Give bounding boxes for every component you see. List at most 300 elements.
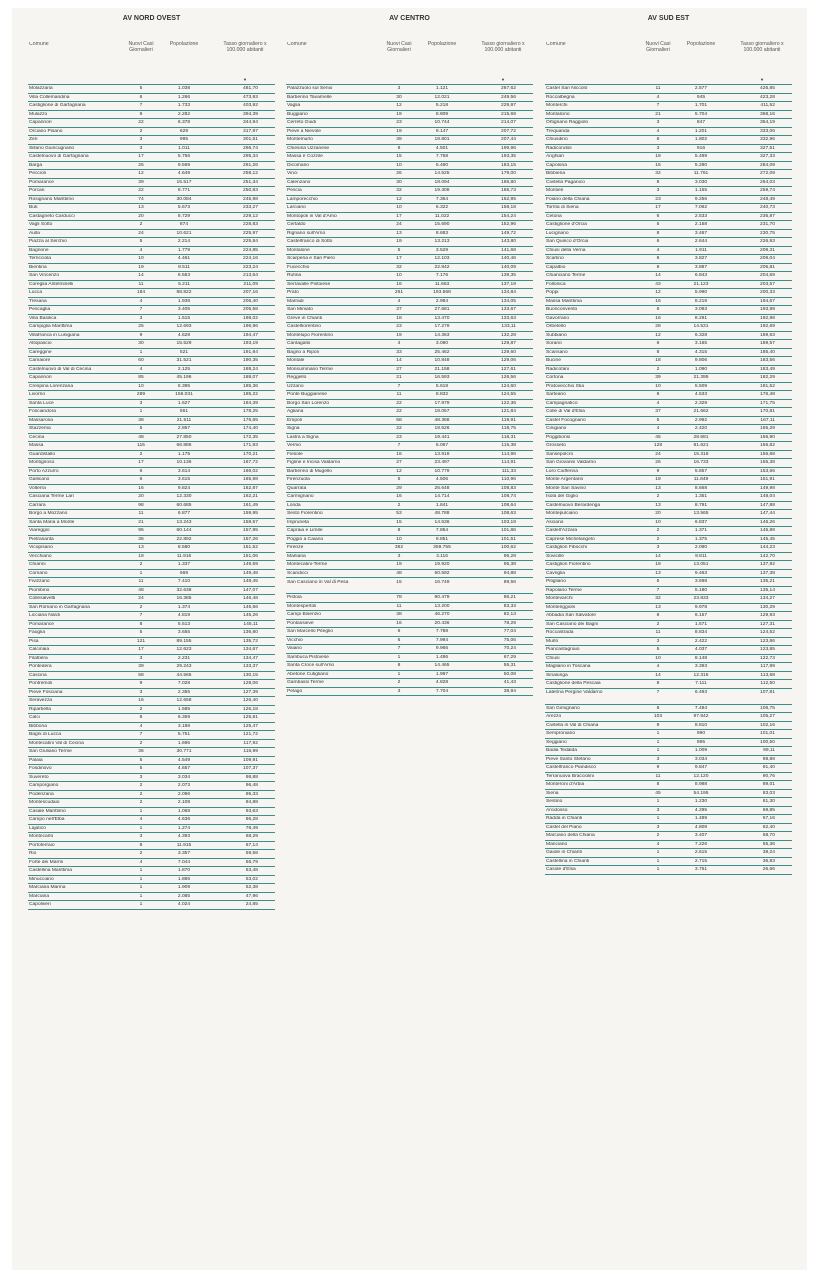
cell-tasso: 106,75 (760, 705, 775, 711)
cell-nuovi-casi: 23 (396, 434, 402, 440)
cell-nuovi-casi: 36 (138, 749, 144, 755)
cell-popolazione: 1.515 (177, 315, 191, 321)
cell-comune: Murlo (546, 638, 559, 644)
cell-comune: San Vincenzo (29, 273, 60, 279)
cell-popolazione: 10.621 (176, 230, 192, 236)
cell-tasso: 199,96 (501, 145, 516, 151)
cell-tasso: 149,98 (760, 485, 775, 491)
cell-popolazione: 8.219 (694, 298, 708, 304)
cell-popolazione: 6.322 (435, 205, 449, 211)
cell-comune: Siena (546, 790, 559, 796)
cell-popolazione: 5.211 (178, 281, 190, 287)
table-row (28, 408, 275, 417)
cell-nuovi-casi: 20 (138, 213, 144, 219)
cell-nuovi-casi: 12 (138, 171, 144, 177)
table-row (545, 612, 792, 621)
table-row (28, 264, 275, 273)
cell-popolazione: 9.256 (694, 196, 708, 202)
cell-nuovi-casi: 13 (138, 545, 144, 551)
cell-nuovi-casi: 10 (138, 383, 144, 389)
cell-comune: Lucignano (546, 230, 569, 236)
table-row (545, 510, 792, 519)
table-row (286, 323, 533, 332)
cell-tasso: 123,85 (760, 647, 775, 653)
table-row (545, 247, 792, 256)
table-row (545, 111, 792, 120)
cell-popolazione: 2.214 (177, 239, 191, 245)
cell-popolazione: 13.243 (176, 519, 192, 525)
cell-tasso: 181,52 (760, 383, 775, 389)
cell-popolazione: 3.529 (435, 247, 449, 253)
cell-nuovi-casi: 37 (396, 307, 402, 313)
cell-comune: Palaia (29, 757, 43, 763)
cell-comune: Montecatini Val di Cecina (29, 740, 84, 746)
panel-title: AV SUD EST (647, 15, 690, 22)
cell-nuovi-casi: 16 (396, 494, 402, 500)
cell-popolazione: 13.918 (434, 451, 450, 457)
cell-popolazione: 7.364 (435, 196, 449, 202)
header-tasso[interactable]: Tasso giornaliero x 100.000 abitanti (223, 41, 267, 53)
cell-comune: Sinalunga (546, 672, 568, 678)
cell-nuovi-casi: 22 (138, 120, 144, 126)
cell-nuovi-casi: 48 (396, 570, 402, 576)
cell-nuovi-casi: 21 (396, 375, 402, 381)
cell-comune: Cinigiano (546, 426, 567, 432)
table-row (28, 340, 275, 349)
cell-popolazione: 5.460 (435, 162, 449, 168)
cell-comune: Piombino (29, 587, 50, 593)
header-comune[interactable]: Comune (29, 42, 49, 47)
cell-tasso: 284,09 (760, 162, 775, 168)
cell-nuovi-casi: 115 (137, 443, 145, 449)
cell-comune: Castelfranco di Sotto (287, 239, 333, 245)
table-row (286, 408, 533, 417)
cell-tasso: 90,76 (762, 773, 775, 779)
cell-nuovi-casi: 32 (655, 171, 661, 177)
cell-nuovi-casi: 17 (138, 154, 144, 160)
cell-comune: Pescaglia (29, 307, 51, 313)
table-row (286, 349, 533, 358)
table-row (286, 468, 533, 477)
cell-nuovi-casi: 5 (139, 426, 143, 432)
cell-comune: Pelago (287, 688, 303, 694)
cell-comune: Lucca (29, 290, 43, 296)
cell-comune: Massa e Cozzile (287, 154, 323, 160)
cell-nuovi-casi: 39 (396, 137, 402, 143)
cell-nuovi-casi: 3 (397, 553, 401, 559)
cell-nuovi-casi: 2 (656, 366, 660, 372)
table-row (28, 867, 275, 876)
cell-popolazione: 2.108 (177, 800, 191, 806)
cell-popolazione: 847 (696, 120, 706, 126)
cell-comune: Calci (29, 715, 40, 721)
cell-popolazione: 6.157 (694, 613, 708, 619)
cell-tasso: 108,74 (501, 494, 516, 500)
table-row (28, 570, 275, 579)
cell-popolazione: 8.832 (435, 392, 449, 398)
cell-nuovi-casi: 39 (655, 375, 661, 381)
cell-comune: Montecatini-Terme (287, 562, 328, 568)
cell-popolazione: 1.701 (694, 103, 708, 109)
cell-tasso: 193,99 (760, 307, 775, 313)
table-row (545, 544, 792, 553)
cell-tasso: 159,95 (243, 511, 258, 517)
cell-nuovi-casi: 5 (656, 417, 660, 423)
table-row (545, 621, 792, 630)
cell-tasso: 114,96 (501, 451, 516, 457)
cell-comune: Casale Marittimo (29, 808, 66, 814)
table-row (28, 272, 275, 281)
cell-nuovi-casi: 22 (396, 409, 402, 415)
cell-tasso: 142,70 (760, 553, 775, 559)
cell-popolazione: 3.827 (694, 256, 708, 262)
table-row (545, 773, 792, 782)
cell-comune: Camaiore (29, 358, 51, 364)
cell-comune: Sillano Giuncugnano (29, 145, 75, 151)
cell-nuovi-casi: 16 (396, 620, 402, 626)
cell-nuovi-casi: 48 (138, 434, 144, 440)
table-row (545, 764, 792, 773)
cell-comune: Camporgiano (29, 783, 59, 789)
cell-nuovi-casi: 14 (655, 672, 661, 678)
cell-tasso: 225,84 (243, 239, 258, 245)
cell-popolazione: 8.988 (694, 782, 708, 788)
table-row (28, 230, 275, 239)
table-row (28, 298, 275, 307)
table-row (545, 739, 792, 748)
cell-comune: Pisa (29, 638, 39, 644)
cell-popolazione: 5.395 (177, 383, 191, 389)
cell-nuovi-casi: 95 (138, 528, 144, 534)
table-row (286, 400, 533, 409)
table-row (286, 238, 533, 247)
cell-comune: Villa Basilica (29, 315, 57, 321)
cell-popolazione: 15.318 (693, 451, 709, 457)
cell-comune: Rufina (287, 273, 302, 279)
cell-popolazione: 26.648 (434, 485, 450, 491)
cell-popolazione: 9.811 (695, 553, 707, 559)
table-row (545, 519, 792, 528)
table-row (28, 791, 275, 800)
cell-tasso: 137,38 (760, 570, 775, 576)
table-row (28, 102, 275, 111)
table-row (28, 196, 275, 205)
cell-tasso: 223,24 (243, 264, 258, 270)
cell-tasso: 151,52 (243, 545, 258, 551)
header-nuovi-casi[interactable]: Nuovi Casi Giornalieri (128, 41, 154, 53)
cell-popolazione: 1.374 (177, 604, 191, 610)
table-row (545, 162, 792, 171)
cell-comune: Aulla (29, 230, 40, 236)
cell-tasso: 162,87 (243, 485, 258, 491)
cell-tasso: 198,02 (243, 315, 258, 321)
table-row (286, 281, 533, 290)
cell-popolazione: 9.978 (694, 604, 708, 610)
cell-nuovi-casi: 11 (396, 392, 402, 398)
header-tasso[interactable]: Tasso giornaliero x 100.000 abitanti (481, 41, 525, 53)
sort-desc-icon[interactable]: ▼ (760, 77, 764, 82)
table-row (286, 111, 533, 120)
cell-popolazione: 669 (179, 570, 189, 576)
cell-nuovi-casi: 4 (139, 723, 143, 729)
cell-tasso: 240,73 (760, 205, 775, 211)
cell-comune: Scarlino (546, 256, 564, 262)
table-row (28, 646, 275, 655)
cell-comune: Cerreto Guidi (287, 120, 317, 126)
cell-nuovi-casi: 8 (397, 663, 401, 669)
cell-nuovi-casi: 9 (139, 681, 143, 687)
cell-popolazione: 54.195 (693, 790, 709, 796)
cell-nuovi-casi: 5 (397, 477, 401, 483)
cell-popolazione: 6.877 (177, 511, 191, 517)
cell-nuovi-casi: 1 (139, 349, 143, 355)
cell-popolazione: 4.828 (435, 680, 449, 686)
table-row (28, 714, 275, 723)
cell-nuovi-casi: 39 (138, 664, 144, 670)
table-row (286, 85, 533, 94)
table-row (545, 145, 792, 154)
table-row (28, 689, 275, 698)
cell-tasso: 135,72 (243, 638, 258, 644)
table-header (286, 42, 533, 84)
table-row (286, 679, 533, 688)
cell-tasso: 119,91 (501, 417, 516, 423)
cell-nuovi-casi: 8 (656, 264, 660, 270)
cell-popolazione: 6.493 (694, 690, 708, 695)
cell-nuovi-casi: 11 (138, 511, 144, 517)
table-row (28, 510, 275, 519)
cell-nuovi-casi: 16 (655, 315, 661, 321)
cell-nuovi-casi: 4 (656, 664, 660, 670)
cell-popolazione: 6.837 (694, 519, 708, 525)
cell-comune: Pistoia (287, 595, 302, 601)
cell-nuovi-casi: 3 (656, 545, 660, 551)
sort-desc-icon[interactable]: ▼ (501, 77, 505, 82)
cell-tasso: 56,79 (245, 859, 258, 865)
header-comune[interactable]: Comune (546, 42, 566, 47)
table-row (286, 340, 533, 349)
header-nuovi-casi[interactable]: Nuovi Casi Giornalieri (645, 41, 671, 53)
cell-comune: Rignano sull'Arno (287, 230, 326, 236)
cell-tasso: 165,98 (243, 477, 258, 483)
cell-nuovi-casi: 1 (139, 570, 143, 576)
cell-tasso: 91,40 (762, 765, 775, 771)
cell-popolazione: 3.116 (436, 553, 448, 559)
table-row (545, 366, 792, 375)
cell-nuovi-casi: 15 (396, 579, 402, 585)
cell-comune: Portoferraio (29, 842, 55, 848)
table-row (28, 527, 275, 536)
cell-tasso: 158,57 (243, 519, 258, 525)
cell-tasso: 174,40 (243, 426, 258, 432)
cell-nuovi-casi: 1 (139, 409, 143, 415)
cell-tasso: 162,21 (243, 494, 258, 500)
cell-tasso: 327,33 (760, 154, 775, 160)
cell-nuovi-casi: 30 (396, 94, 402, 100)
cell-popolazione: 2.080 (694, 545, 708, 551)
cell-nuovi-casi: 2 (656, 833, 660, 839)
cell-nuovi-casi: 9 (656, 468, 660, 474)
cell-popolazione: 14.525 (434, 171, 450, 177)
table-row (286, 366, 533, 375)
report-background (12, 8, 807, 1270)
table-row (28, 578, 275, 587)
cell-comune: Massarosa (29, 417, 53, 423)
cell-tasso: 93,63 (245, 808, 258, 814)
cell-nuovi-casi: 1 (139, 885, 143, 891)
cell-nuovi-casi: 6 (139, 468, 143, 474)
table-row (286, 493, 533, 502)
cell-tasso: 193,19 (243, 341, 258, 347)
cell-nuovi-casi: 1 (656, 731, 660, 737)
cell-popolazione: 2.533 (694, 213, 708, 219)
table-row (28, 162, 275, 171)
cell-tasso: 166,02 (243, 468, 258, 474)
cell-nuovi-casi: 10 (655, 519, 661, 525)
header-comune[interactable]: Comune (287, 42, 307, 47)
table-row (545, 221, 792, 230)
table-row (28, 629, 275, 638)
cell-comune: San Casciano in Val di Pesa (287, 579, 349, 585)
table-row (28, 213, 275, 222)
sort-desc-icon[interactable]: ▼ (243, 77, 247, 82)
cell-tasso: 117,89 (760, 664, 775, 670)
header-nuovi-casi[interactable]: Nuovi Casi Giornalieri (386, 41, 412, 53)
cell-nuovi-casi: 4 (656, 247, 660, 253)
cell-comune: Buti (29, 205, 38, 211)
cell-tasso: 147,44 (760, 511, 775, 517)
cell-comune: Pomarance (29, 179, 55, 185)
cell-comune: Scarperia e San Piero (287, 256, 335, 262)
table-row (28, 740, 275, 749)
cell-popolazione: 29.243 (176, 664, 192, 670)
cell-popolazione: 3.467 (694, 230, 708, 236)
cell-nuovi-casi: 7 (397, 383, 401, 389)
table-row (286, 204, 533, 213)
table-row (28, 459, 275, 468)
cell-tasso: 191,94 (243, 349, 258, 355)
table-row (545, 815, 792, 824)
header-tasso[interactable]: Tasso giornaliero x 100.000 abitanti (740, 41, 784, 53)
cell-comune: Campo nell'Elba (29, 817, 65, 823)
cell-popolazione: 14.363 (434, 332, 450, 338)
cell-comune: Roccalbegna (546, 94, 575, 100)
cell-nuovi-casi: 14 (396, 358, 402, 364)
cell-popolazione: 1.997 (435, 671, 449, 677)
cell-comune: Foiano della Chiana (546, 196, 590, 202)
cell-comune: Arcidosso (546, 807, 568, 813)
cell-tasso: 133,37 (243, 664, 258, 670)
table-row (286, 603, 533, 612)
cell-popolazione: 19.920 (434, 562, 450, 568)
cell-nuovi-casi: 18 (396, 315, 402, 321)
cell-popolazione: 9.569 (177, 162, 191, 168)
cell-nuovi-casi: 2 (139, 451, 143, 457)
cell-tasso: 96,28 (503, 553, 516, 559)
cell-popolazione: 5.513 (177, 621, 191, 627)
table-row (545, 476, 792, 485)
table-row (286, 230, 533, 239)
cell-tasso: 126,18 (243, 706, 258, 712)
cell-nuovi-casi: 3 (139, 145, 143, 151)
cell-tasso: 99,11 (763, 748, 775, 754)
table-row (545, 493, 792, 502)
cell-comune: Pratovecchio Stia (546, 383, 585, 389)
cell-nuovi-casi: 13 (655, 485, 661, 491)
table-row (28, 400, 275, 409)
cell-comune: Fosciandora (29, 409, 56, 415)
cell-nuovi-casi: 1 (656, 867, 660, 873)
cell-nuovi-casi: 29 (396, 485, 402, 491)
cell-nuovi-casi: 4 (656, 841, 660, 847)
cell-tasso: 82,13 (503, 612, 516, 618)
cell-popolazione: 521 (179, 349, 189, 355)
cell-nuovi-casi: 4 (139, 817, 143, 823)
cell-tasso: 161,49 (243, 502, 258, 508)
cell-tasso: 94,88 (503, 570, 516, 576)
cell-nuovi-casi: 13 (655, 604, 661, 610)
cell-comune: Pontassieve (287, 620, 314, 626)
cell-nuovi-casi: 5 (656, 222, 660, 228)
cell-nuovi-casi: 11 (655, 630, 661, 636)
table-row (28, 476, 275, 485)
header-popolazione[interactable]: Popolazione (427, 41, 457, 47)
cell-nuovi-casi: 26 (655, 460, 661, 466)
cell-tasso: 114,91 (501, 460, 516, 466)
cell-comune: Fosdinovo (29, 766, 52, 772)
table-row (286, 298, 533, 307)
cell-comune: Villa Collemandina (29, 94, 70, 100)
cell-tasso: 98,88 (762, 756, 775, 762)
cell-comune: Montale (287, 358, 305, 364)
cell-comune: Pomarance (29, 621, 55, 627)
cell-popolazione: 1.870 (177, 868, 191, 874)
cell-popolazione: 2.329 (694, 400, 708, 406)
table-row (545, 747, 792, 756)
cell-nuovi-casi: 45 (655, 434, 661, 440)
cell-tasso: 152,96 (501, 222, 516, 228)
cell-nuovi-casi: 3 (656, 824, 660, 830)
header-popolazione[interactable]: Popolazione (169, 41, 199, 47)
cell-comune: Pietrasanta (29, 536, 54, 542)
cell-nuovi-casi: 3 (656, 120, 660, 126)
cell-tasso: 167,72 (243, 460, 258, 466)
cell-nuovi-casi: 4 (139, 366, 143, 372)
cell-tasso: 129,93 (760, 613, 775, 619)
cell-comune: Borgo San Lorenzo (287, 400, 330, 406)
header-popolazione[interactable]: Popolazione (686, 41, 716, 47)
cell-popolazione: 2.577 (694, 86, 708, 92)
cell-tasso: 188,07 (243, 375, 258, 381)
cell-tasso: 140,46 (501, 256, 516, 262)
cell-comune: San Quirico d'Orcia (546, 239, 589, 245)
cell-nuovi-casi: 38 (396, 612, 402, 618)
cell-popolazione: 7.494 (694, 705, 708, 711)
table-row (28, 247, 275, 256)
table-row (545, 374, 792, 383)
cell-tasso: 125,47 (243, 723, 258, 729)
cell-tasso: 95,33 (245, 791, 258, 797)
cell-nuovi-casi: 5 (139, 86, 143, 92)
cell-tasso: 230,75 (760, 230, 775, 236)
cell-popolazione: 4.461 (177, 256, 191, 262)
cell-tasso: 143,80 (501, 239, 516, 245)
cell-tasso: 165,73 (501, 188, 516, 194)
cell-comune: Cetona (546, 213, 562, 219)
cell-popolazione: 3.393 (694, 664, 708, 670)
table-row (286, 102, 533, 111)
table-row (545, 153, 792, 162)
